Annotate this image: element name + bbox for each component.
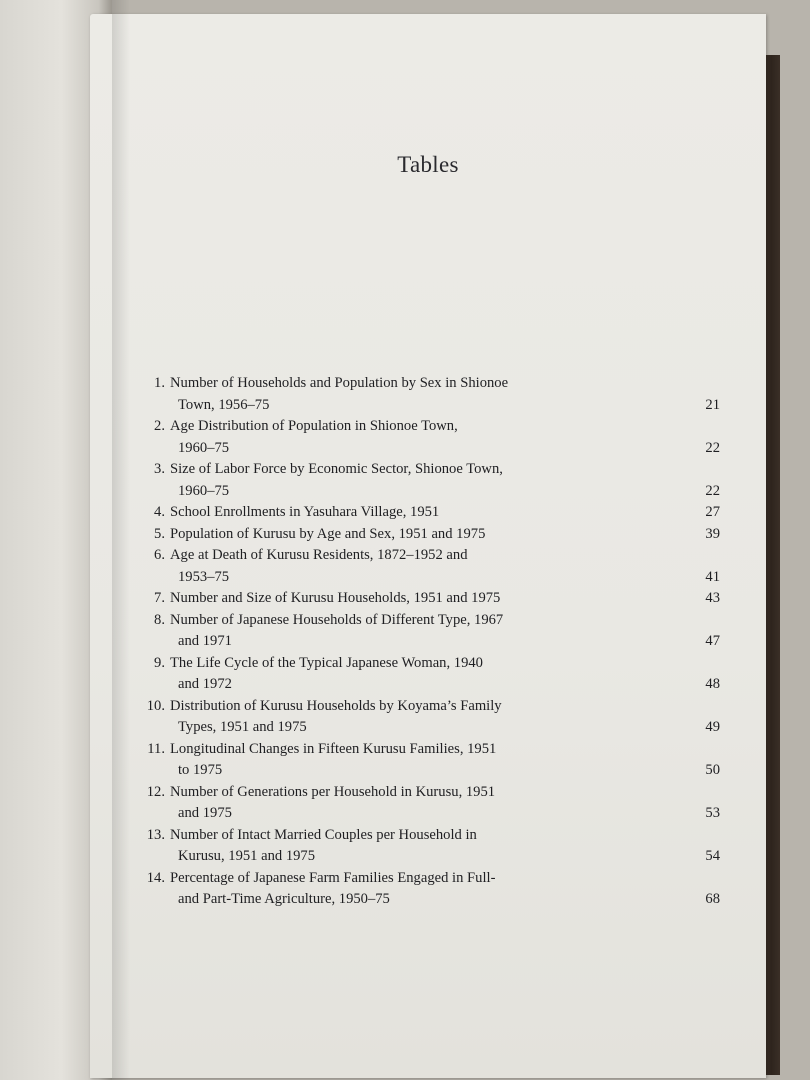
- entry-page-number: 43: [705, 590, 720, 606]
- list-item: [138, 588, 728, 610]
- list-item: [138, 868, 728, 911]
- entry-title: and Part-Time Agriculture, 1950–75: [178, 891, 390, 907]
- list-item: [138, 739, 728, 782]
- entry-title: Number of Intact Married Couples per Household in: [170, 826, 477, 843]
- entry-continuation-line: [138, 760, 728, 782]
- entry-first-line: [138, 588, 728, 610]
- entry-number: 14.: [146, 869, 165, 886]
- entry-continuation-line: [138, 438, 728, 460]
- entry-continuation-line: [138, 846, 728, 868]
- entry-number: 13.: [146, 826, 165, 843]
- list-item: [138, 545, 728, 588]
- entry-page-number: 50: [705, 762, 720, 778]
- entry-number: 2.: [154, 418, 165, 434]
- entry-first-line: [138, 524, 728, 546]
- list-item: [138, 502, 728, 524]
- entry-title: Town, 1956–75: [178, 396, 270, 413]
- entry-page-number: 41: [705, 568, 720, 585]
- entry-title: Age Distribution of Population in Shionoe Town,: [170, 418, 458, 434]
- entry-continuation-line: [138, 674, 728, 696]
- entry-title: School Enrollments in Yasuhara Village, 1951: [170, 504, 440, 520]
- entry-number: 12.: [146, 783, 165, 800]
- entry-continuation-line: [138, 803, 728, 825]
- entry-first-line: [138, 653, 728, 675]
- list-item: [138, 696, 728, 739]
- entry-number: 4.: [154, 504, 165, 520]
- list-item: [138, 610, 728, 653]
- entry-page-number: 68: [705, 891, 720, 907]
- entry-page-number: 39: [705, 525, 720, 542]
- entry-first-line: [138, 739, 728, 761]
- list-item: [138, 459, 728, 502]
- entry-first-line: [138, 825, 728, 847]
- list-item: [138, 373, 728, 416]
- entry-continuation-line: [138, 567, 728, 589]
- entry-title: Population of Kurusu by Age and Sex, 1951 and 1975: [170, 525, 486, 542]
- entry-number: 11.: [147, 740, 165, 757]
- entry-first-line: [138, 696, 728, 718]
- entry-first-line: [138, 459, 728, 481]
- entry-continuation-line: [138, 395, 728, 417]
- entry-title: Number of Households and Population by Sex in Shionoe: [170, 375, 509, 391]
- entry-number: 3.: [154, 461, 165, 477]
- entry-first-line: [138, 373, 728, 395]
- table-list: [138, 373, 728, 911]
- entry-title: The Life Cycle of the Typical Japanese Woman, 1940: [170, 654, 483, 671]
- entry-number: 6.: [154, 547, 165, 563]
- entry-title: 1953–75: [178, 568, 230, 585]
- entry-page-number: 54: [705, 848, 720, 864]
- entry-number: 1.: [154, 375, 165, 391]
- entry-continuation-line: [138, 631, 728, 653]
- list-item: [138, 416, 728, 459]
- entry-number: 5.: [154, 525, 165, 542]
- list-item: [138, 782, 728, 825]
- entry-first-line: [138, 416, 728, 438]
- entry-title: and 1971: [178, 633, 232, 649]
- entry-title: Age at Death of Kurusu Residents, 1872–1952 and: [170, 547, 468, 563]
- list-item: [138, 524, 728, 546]
- entry-continuation-line: [138, 717, 728, 739]
- entry-page-number: 53: [705, 805, 720, 821]
- entry-first-line: [138, 610, 728, 632]
- entry-page-number: 49: [705, 719, 720, 735]
- entry-title: and 1975: [178, 805, 232, 821]
- list-item: [138, 653, 728, 696]
- gutter-shadow: [112, 0, 130, 1080]
- entry-title: Size of Labor Force by Economic Sector, Shionoe Town,: [170, 461, 503, 477]
- entry-title: Number of Japanese Households of Different Type, 1967: [170, 611, 504, 628]
- entry-title: Number of Generations per Household in Kurusu, 1951: [170, 783, 496, 800]
- entry-title: to 1975: [178, 762, 223, 778]
- entry-page-number: 21: [705, 396, 720, 413]
- entry-first-line: [138, 502, 728, 524]
- entry-page-number: 47: [705, 633, 720, 649]
- list-item: [138, 825, 728, 868]
- entry-page-number: 22: [705, 482, 720, 499]
- book-page: [90, 14, 766, 1078]
- entry-number: 9.: [154, 654, 165, 671]
- entry-continuation-line: [138, 481, 728, 503]
- entry-title: 1960–75: [178, 439, 230, 456]
- entry-page-number: 22: [705, 439, 720, 456]
- entry-continuation-line: [138, 889, 728, 911]
- entry-page-number: 27: [705, 504, 720, 520]
- entry-page-number: 48: [705, 676, 720, 692]
- entry-number: 10.: [146, 697, 165, 714]
- entry-title: Percentage of Japanese Farm Families Engaged in Full-: [170, 869, 496, 886]
- entry-first-line: [138, 782, 728, 804]
- entry-first-line: [138, 545, 728, 567]
- entry-first-line: [138, 868, 728, 890]
- page-title: Tables: [397, 152, 459, 177]
- entry-title: Kurusu, 1951 and 1975: [178, 848, 316, 864]
- entry-number: 8.: [154, 611, 165, 628]
- entry-title: 1960–75: [178, 482, 230, 499]
- entry-title: Distribution of Kurusu Households by Koyama’s Family: [170, 697, 502, 714]
- entry-title: Types, 1951 and 1975: [178, 719, 307, 735]
- entry-title: and 1972: [178, 676, 232, 692]
- entry-title: Longitudinal Changes in Fifteen Kurusu Families, 1951: [170, 740, 497, 757]
- entry-title: Number and Size of Kurusu Households, 1951 and 1975: [170, 590, 501, 606]
- entry-number: 7.: [154, 590, 165, 606]
